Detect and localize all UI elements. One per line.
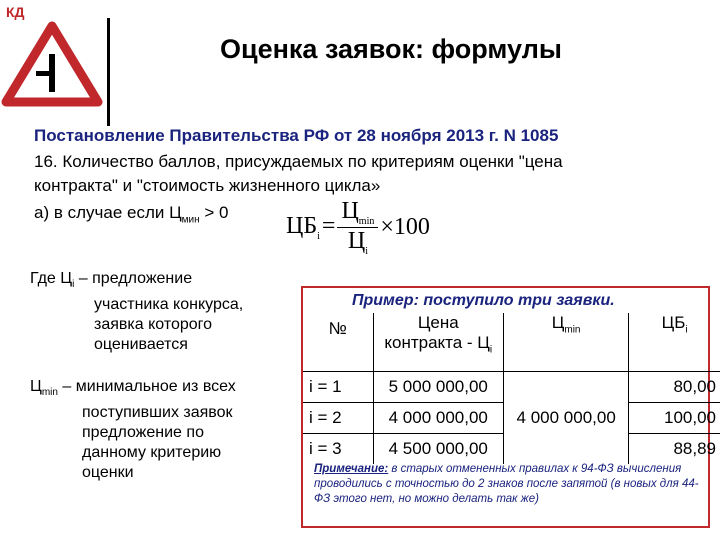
definition-ci: Где $Ц_i$ – предложение участника конкурса, заявка которого оценивается <box>30 270 244 354</box>
definition-cmin: $Ц_{min}$ – минимальное из всех поступивших заявок предложение по данному критерию оценки <box>30 378 236 482</box>
header-price: Цена контракта - $Ц_i$ <box>373 313 504 372</box>
table-row: i = 3 4 500 000,00 88,89 <box>303 434 720 465</box>
table-row: i = 1 5 000 000,00 80,00 <box>303 372 720 403</box>
formula-numerator: Ц <box>341 198 359 224</box>
paragraph-line-2: контракта" и "стоимость жизненного цикла» <box>34 176 381 195</box>
paragraph-line-1: 16. Количество баллов, присуждаемых по критериям оценки "цена <box>34 152 563 171</box>
condition-line: а) в случае если $Ц_{мин} > 0$ <box>34 203 229 226</box>
formula-multiplier: ×100 <box>380 213 430 240</box>
example-title: Пример: поступило три заявки. <box>352 292 615 309</box>
header-cb: $ЦБ_i$ <box>629 313 720 372</box>
table-header-row <box>303 313 720 372</box>
divider-line <box>107 18 110 126</box>
example-note: Примечание: в старых отмененных правилах к 94-ФЗ вычисления проводились с точностью до 2 знаков после запятой (в новых для 44-ФЗ этого нет, но можно делать так же) <box>314 463 699 505</box>
example-table <box>303 313 720 464</box>
decree-heading: Постановление Правительства РФ от 28 ноября 2013 г. N 1085 <box>34 126 559 145</box>
warning-sign-icon <box>0 16 106 108</box>
formula-lhs: ЦБ <box>286 212 318 239</box>
page-title: Оценка заявок: формулы <box>220 34 562 64</box>
logo-text: КД <box>6 4 25 20</box>
formula-denominator: Ц <box>347 227 366 254</box>
header-cmin: $Ц_{min}$ <box>504 313 629 372</box>
table-row: i = 2 4 000 000,00 4 000 000,00 100,00 <box>303 403 720 434</box>
score-formula: $ЦБ_i=$ $Ц_{min}$ ×100 $Ц_i$ <box>286 198 430 257</box>
header-num: № <box>328 319 347 338</box>
